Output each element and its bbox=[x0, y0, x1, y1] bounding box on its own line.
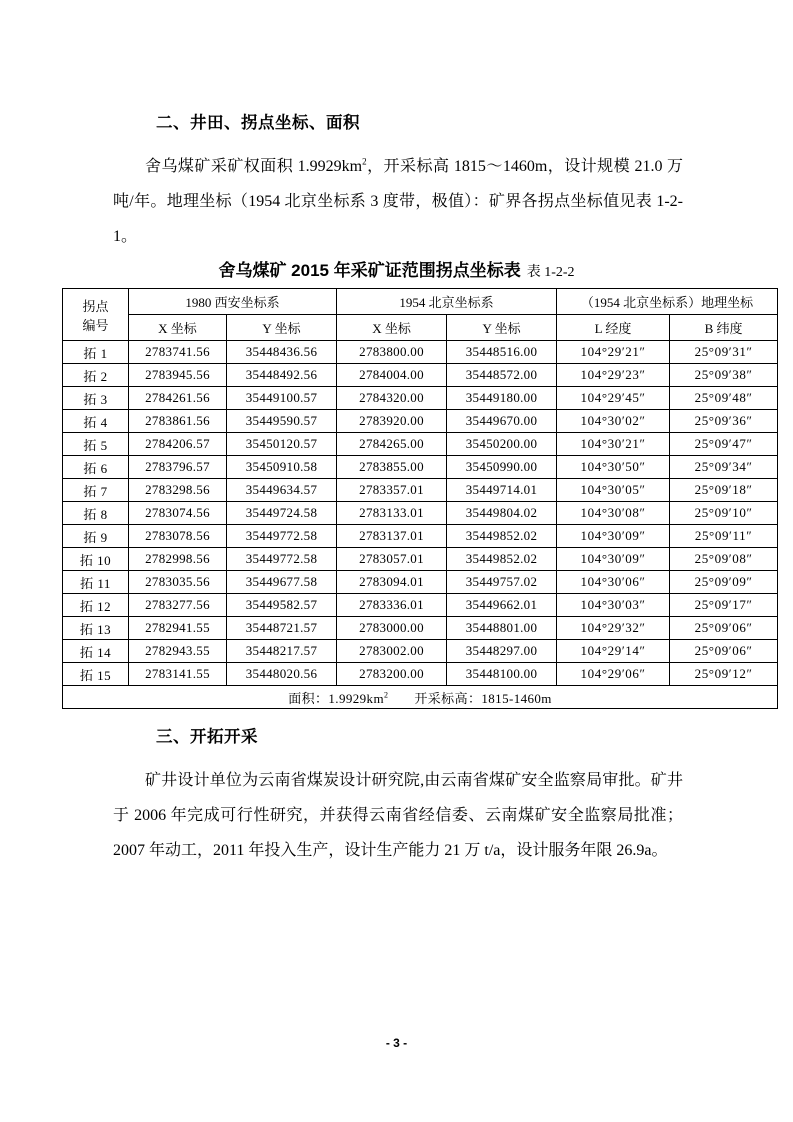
table-header-row-sub bbox=[63, 315, 778, 341]
cell-y-1980: 35449582.57 bbox=[227, 594, 337, 617]
cell-y-1980: 35449100.57 bbox=[227, 387, 337, 410]
cell-x-1954: 2783800.00 bbox=[337, 341, 447, 364]
header-point-id-line2: 编号 bbox=[82, 317, 109, 333]
table-row bbox=[63, 594, 778, 617]
cell-latitude: 25°09′31″ bbox=[670, 341, 778, 364]
cell-latitude: 25°09′06″ bbox=[670, 617, 778, 640]
table-row bbox=[63, 640, 778, 663]
cell-longitude: 104°30′09″ bbox=[557, 548, 670, 571]
footer-elevation: 开采标高：1815-1460m bbox=[414, 690, 552, 706]
cell-y-1954: 35449757.02 bbox=[447, 571, 557, 594]
header-point-id-line1: 拐点 bbox=[82, 298, 109, 314]
cell-y-1954: 35448297.00 bbox=[447, 640, 557, 663]
table-row bbox=[63, 341, 778, 364]
table-row bbox=[63, 617, 778, 640]
cell-point-id: 拓 2 bbox=[63, 364, 129, 387]
cell-x-1954: 2783336.01 bbox=[337, 594, 447, 617]
table-caption-number: 表 1-2-2 bbox=[526, 265, 575, 280]
section-two-paragraph bbox=[113, 149, 683, 254]
header-point-id bbox=[63, 289, 129, 341]
cell-longitude: 104°29′23″ bbox=[557, 364, 670, 387]
header-y54: Y 坐标 bbox=[447, 315, 557, 341]
cell-y-1980: 35448020.56 bbox=[227, 663, 337, 686]
cell-point-id: 拓 9 bbox=[63, 525, 129, 548]
cell-x-1954: 2783920.00 bbox=[337, 410, 447, 433]
cell-x-1980: 2783078.56 bbox=[129, 525, 227, 548]
cell-y-1954: 35449852.02 bbox=[447, 548, 557, 571]
km-superscript: 2 bbox=[362, 156, 367, 167]
cell-longitude: 104°30′05″ bbox=[557, 479, 670, 502]
cell-latitude: 25°09′17″ bbox=[670, 594, 778, 617]
cell-longitude: 104°29′14″ bbox=[557, 640, 670, 663]
cell-x-1980: 2783141.55 bbox=[129, 663, 227, 686]
cell-y-1954: 35448801.00 bbox=[447, 617, 557, 640]
cell-y-1954: 35449662.01 bbox=[447, 594, 557, 617]
cell-y-1980: 35450910.58 bbox=[227, 456, 337, 479]
header-x54: X 坐标 bbox=[337, 315, 447, 341]
cell-longitude: 104°30′09″ bbox=[557, 525, 670, 548]
header-x80: X 坐标 bbox=[129, 315, 227, 341]
cell-x-1954: 2784265.00 bbox=[337, 433, 447, 456]
cell-x-1954: 2783137.01 bbox=[337, 525, 447, 548]
table-row bbox=[63, 548, 778, 571]
cell-point-id: 拓 6 bbox=[63, 456, 129, 479]
cell-longitude: 104°30′50″ bbox=[557, 456, 670, 479]
coordinate-table bbox=[62, 288, 778, 709]
cell-point-id: 拓 4 bbox=[63, 410, 129, 433]
paragraph-area-prefix: 舍乌煤矿采矿权面积 1.9929km bbox=[145, 158, 363, 175]
cell-point-id: 拓 13 bbox=[63, 617, 129, 640]
cell-y-1980: 35449677.58 bbox=[227, 571, 337, 594]
cell-y-1980: 35449772.58 bbox=[227, 548, 337, 571]
cell-y-1980: 35449772.58 bbox=[227, 525, 337, 548]
cell-y-1954: 35450200.00 bbox=[447, 433, 557, 456]
cell-x-1980: 2783861.56 bbox=[129, 410, 227, 433]
cell-x-1980: 2783741.56 bbox=[129, 341, 227, 364]
cell-y-1954: 35449714.01 bbox=[447, 479, 557, 502]
cell-x-1954: 2784320.00 bbox=[337, 387, 447, 410]
table-header-row-group bbox=[63, 289, 778, 315]
cell-y-1954: 35449852.02 bbox=[447, 525, 557, 548]
cell-x-1954: 2783855.00 bbox=[337, 456, 447, 479]
cell-y-1980: 35448721.57 bbox=[227, 617, 337, 640]
table-row bbox=[63, 364, 778, 387]
cell-x-1980: 2782941.55 bbox=[129, 617, 227, 640]
cell-latitude: 25°09′08″ bbox=[670, 548, 778, 571]
header-longitude: L 经度 bbox=[557, 315, 670, 341]
table-row bbox=[63, 410, 778, 433]
cell-x-1980: 2783796.57 bbox=[129, 456, 227, 479]
cell-x-1980: 2783945.56 bbox=[129, 364, 227, 387]
cell-point-id: 拓 11 bbox=[63, 571, 129, 594]
cell-latitude: 25°09′12″ bbox=[670, 663, 778, 686]
header-beijing-1954: 1954 北京坐标系 bbox=[337, 289, 557, 315]
cell-x-1980: 2783035.56 bbox=[129, 571, 227, 594]
cell-point-id: 拓 14 bbox=[63, 640, 129, 663]
cell-y-1954: 35448572.00 bbox=[447, 364, 557, 387]
cell-x-1954: 2783133.01 bbox=[337, 502, 447, 525]
cell-latitude: 25°09′10″ bbox=[670, 502, 778, 525]
table-caption bbox=[0, 256, 793, 281]
cell-x-1954: 2783200.00 bbox=[337, 663, 447, 686]
cell-y-1980: 35449724.58 bbox=[227, 502, 337, 525]
section-three-paragraph: 矿井设计单位为云南省煤炭设计研究院,由云南省煤矿安全监察局审批。矿井于 2006 年完成可行性研究，并获得云南省经信委、云南煤矿安全监察局批准；2007 年动工，2011 年投入生产，设计生产能力 21 万 t/a，设计服务年限 26.9a。 bbox=[113, 772, 683, 859]
cell-y-1954: 35449180.00 bbox=[447, 387, 557, 410]
table-row bbox=[63, 525, 778, 548]
cell-latitude: 25°09′47″ bbox=[670, 433, 778, 456]
cell-latitude: 25°09′06″ bbox=[670, 640, 778, 663]
cell-y-1954: 35450990.00 bbox=[447, 456, 557, 479]
cell-longitude: 104°30′08″ bbox=[557, 502, 670, 525]
cell-x-1980: 2782943.55 bbox=[129, 640, 227, 663]
footer-area-label: 面积：1.9929km bbox=[288, 690, 384, 706]
cell-point-id: 拓 12 bbox=[63, 594, 129, 617]
cell-point-id: 拓 3 bbox=[63, 387, 129, 410]
cell-x-1954: 2783094.01 bbox=[337, 571, 447, 594]
cell-longitude: 104°30′03″ bbox=[557, 594, 670, 617]
cell-x-1980: 2784261.56 bbox=[129, 387, 227, 410]
header-geographic: （1954 北京坐标系）地理坐标 bbox=[557, 289, 778, 315]
cell-point-id: 拓 15 bbox=[63, 663, 129, 686]
cell-y-1980: 35449634.57 bbox=[227, 479, 337, 502]
cell-longitude: 104°29′32″ bbox=[557, 617, 670, 640]
cell-x-1954: 2783057.01 bbox=[337, 548, 447, 571]
cell-y-1980: 35448217.57 bbox=[227, 640, 337, 663]
section-heading-three: 三、开拓开采 bbox=[156, 727, 258, 746]
cell-y-1954: 35449670.00 bbox=[447, 410, 557, 433]
page-number: - 3 - bbox=[385, 1036, 408, 1050]
cell-y-1954: 35448516.00 bbox=[447, 341, 557, 364]
cell-x-1954: 2783002.00 bbox=[337, 640, 447, 663]
cell-x-1980: 2782998.56 bbox=[129, 548, 227, 571]
table-caption-text: 舍乌煤矿 2015 年采矿证范围拐点坐标表 bbox=[218, 261, 521, 280]
table-row bbox=[63, 571, 778, 594]
header-latitude: B 纬度 bbox=[670, 315, 778, 341]
cell-y-1980: 35449590.57 bbox=[227, 410, 337, 433]
table-row bbox=[63, 456, 778, 479]
cell-x-1980: 2783298.56 bbox=[129, 479, 227, 502]
footer-km-superscript: 2 bbox=[383, 690, 389, 700]
header-y80: Y 坐标 bbox=[227, 315, 337, 341]
cell-longitude: 104°29′21″ bbox=[557, 341, 670, 364]
cell-y-1980: 35450120.57 bbox=[227, 433, 337, 456]
cell-longitude: 104°30′02″ bbox=[557, 410, 670, 433]
cell-latitude: 25°09′38″ bbox=[670, 364, 778, 387]
table-row bbox=[63, 663, 778, 686]
cell-y-1954: 35448100.00 bbox=[447, 663, 557, 686]
table-footer-row bbox=[63, 686, 778, 709]
cell-point-id: 拓 7 bbox=[63, 479, 129, 502]
table-footer-summary bbox=[63, 686, 778, 709]
cell-latitude: 25°09′11″ bbox=[670, 525, 778, 548]
cell-point-id: 拓 5 bbox=[63, 433, 129, 456]
cell-y-1954: 35449804.02 bbox=[447, 502, 557, 525]
cell-point-id: 拓 8 bbox=[63, 502, 129, 525]
cell-latitude: 25°09′09″ bbox=[670, 571, 778, 594]
cell-point-id: 拓 1 bbox=[63, 341, 129, 364]
cell-x-1954: 2784004.00 bbox=[337, 364, 447, 387]
section-heading-two: 二、井田、拐点坐标、面积 bbox=[156, 113, 360, 132]
cell-x-1980: 2783074.56 bbox=[129, 502, 227, 525]
paragraph-remainder: ，开采标高 1815～1460m，设计规模 21.0 万吨/年。地理坐标（1954 北京坐标系 3 度带，极值）：矿界各拐点坐标值见表 1-2-1。 bbox=[113, 158, 684, 245]
cell-longitude: 104°30′21″ bbox=[557, 433, 670, 456]
table-row bbox=[63, 479, 778, 502]
cell-x-1954: 2783357.01 bbox=[337, 479, 447, 502]
table-row bbox=[63, 387, 778, 410]
cell-latitude: 25°09′36″ bbox=[670, 410, 778, 433]
table-body bbox=[63, 341, 778, 686]
table-header bbox=[63, 289, 778, 341]
cell-y-1980: 35448492.56 bbox=[227, 364, 337, 387]
cell-x-1980: 2783277.56 bbox=[129, 594, 227, 617]
table-row bbox=[63, 433, 778, 456]
cell-latitude: 25°09′18″ bbox=[670, 479, 778, 502]
cell-longitude: 104°29′06″ bbox=[557, 663, 670, 686]
cell-y-1980: 35448436.56 bbox=[227, 341, 337, 364]
cell-latitude: 25°09′34″ bbox=[670, 456, 778, 479]
header-xian-1980: 1980 西安坐标系 bbox=[129, 289, 337, 315]
table-row bbox=[63, 502, 778, 525]
cell-point-id: 拓 10 bbox=[63, 548, 129, 571]
table-footer bbox=[63, 686, 778, 709]
cell-longitude: 104°30′06″ bbox=[557, 571, 670, 594]
cell-x-1954: 2783000.00 bbox=[337, 617, 447, 640]
cell-x-1980: 2784206.57 bbox=[129, 433, 227, 456]
cell-longitude: 104°29′45″ bbox=[557, 387, 670, 410]
cell-latitude: 25°09′48″ bbox=[670, 387, 778, 410]
